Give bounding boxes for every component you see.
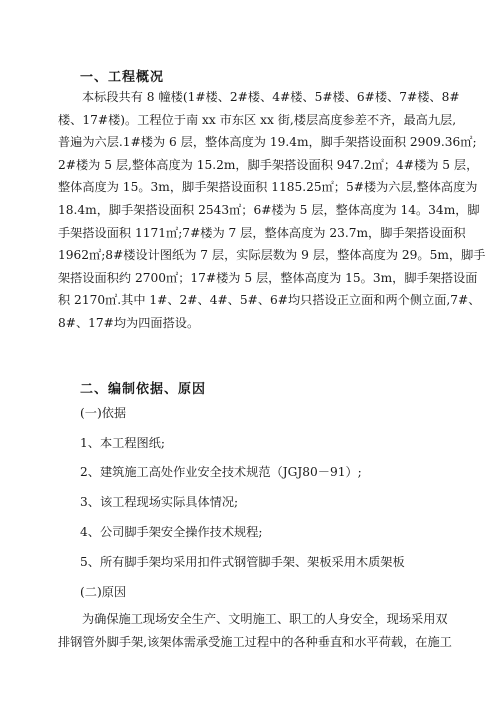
paragraph-line: 积 2170㎡.其中 1#、2#、4#、5#、6#均只搭设正立面和两个侧立面,7#、 <box>58 293 481 308</box>
paragraph-line: 为确保施工现场安全生产、文明施工、职工的人身安全，现场采用双 <box>82 612 448 626</box>
section-1-body <box>58 86 486 335</box>
paragraph-line: 1962㎡;8#楼设计图纸为 7 层，实际层数为 9 层，整体高度为 29。5m，脚手 <box>58 248 486 263</box>
paragraph-line: 本标段共有 8 幢楼(1#楼、2#楼、4#楼、5#楼、6#楼、7#楼、8# <box>82 90 460 104</box>
paragraph-line: 楼、17#楼)。工程位于南 xx 市东区 xx 街,楼层高度参差不齐，最高九层, <box>58 112 457 127</box>
basis-item: 1、本工程图纸; <box>80 436 165 450</box>
basis-subheading: (一)依据 <box>80 406 127 420</box>
paragraph-line: 手架搭设面积 1171㎡;7#楼为 7 层，整体高度为 23.7m，脚手架搭设面积 <box>58 225 466 240</box>
reason-subheading: (二)原因 <box>80 585 127 599</box>
paragraph-line: 18.4m，脚手架搭设面积 2543㎡；6#楼为 5 层，整体高度为 14。34m，脚 <box>58 202 480 217</box>
paragraph-line: 排钢管外脚手架,该架体需承受施工过程中的各种垂直和水平荷载，在施工 <box>58 634 452 649</box>
basis-item: 3、该工程现场实际具体情况; <box>80 495 239 509</box>
paragraph-line: 2#楼为 5 层,整体高度为 15.2m，脚手架搭设面积 947.2㎡；4#楼为 5 层， <box>58 157 479 172</box>
paragraph-line: 8#、17#均为四面搭设。 <box>58 315 200 330</box>
paragraph-line: 整体高度为 15。3m，脚手架搭设面积 1185.25㎡；5#楼为六层,整体高度为 <box>58 180 478 195</box>
paragraph-line: 架搭设面积约 2700㎡；17#楼为 5 层，整体高度为 15。3m，脚手架搭设面 <box>58 270 478 285</box>
section-2-heading: 二、编制依据、原因 <box>80 382 207 397</box>
basis-item: 5、所有脚手架均采用扣件式钢管脚手架、架板采用木质架板 <box>80 555 405 569</box>
basis-item: 4、公司脚手架安全操作技术规程; <box>80 525 263 539</box>
section-1-heading: 一、工程概况 <box>80 70 165 85</box>
paragraph-line: 普遍为六层.1#楼为 6 层，整体高度为 19.4m，脚手架搭设面积 2909.36㎡; <box>58 135 477 150</box>
reason-body <box>58 608 452 653</box>
basis-item: 2、建筑施工高处作业安全技术规范（JGJ80－91）; <box>80 465 362 479</box>
